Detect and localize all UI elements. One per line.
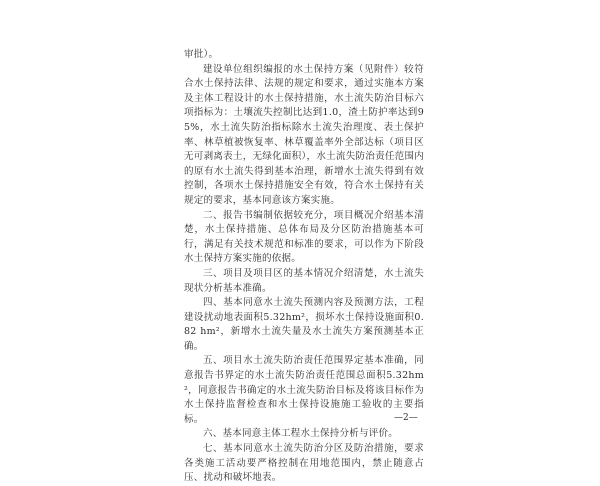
paragraph-item-5: 五、项目水土流失防治责任范围界定基本准确，同意报告书界定的水土流失防治责任范围总面积5.32hm²，同意报告书确定的水土流失防治目标及将该目标作为水土保持监督检查和水土保持设施施工验收的主要指标。 xyxy=(184,355,424,425)
paragraph-item-7: 七、基本同意水土流失防治分区及防治措施，要求各类施工活动要严格控制在用地范围内，禁止随意占压、扰动和破坏地表。 xyxy=(184,443,424,484)
paragraph-item-3: 三、项目及项目区的基本情况介绍清楚，水土流失现状分析基本准确。 xyxy=(184,267,424,294)
paragraph-item-2: 二、报告书编制依据较充分，项目概况介绍基本清楚，水土保持措施、总体布局及分区防治措施基本可行，满足有关技术规范和标准的要求，可以作为下阶段水土保持方案实施的依据。 xyxy=(184,209,424,265)
page-number: —2— xyxy=(394,413,418,423)
paragraph-approval-note: 审批）。 xyxy=(184,49,219,60)
document-body xyxy=(184,48,424,486)
paragraph-item-4: 四、基本同意水土流失预测内容及预测方法，工程建设扰动地表面积5.32hm²，损坏水土保持设施面积0.82 hm²，新增水土流失量及水土流失方案预测基本正确。 xyxy=(184,297,424,352)
paragraph-plan-summary: 建设单位组织编报的水土保持方案（见附件）较符合水土保持法律、法规的规定和要求，通过实施本方案及主体工程设计的水土保持措施，水土流失防治目标六项指标为：土壤流失控制比达到1.0，渣土防护率达到95%，水土流失防治指标除水土流失治理度、表土保护率、林草植被恢复率、林草覆盖率外全部达标（项目区无可剥离表土，无绿化面积），水土流失防治责任范围内的原有水土流失得到基本治理，新增水土流失得到有效控制，各项水土保持措施安全有效，符合水土保持有关规定的要求，基本同意该方案实施。 xyxy=(184,63,424,206)
paragraph-item-6: 六、基本同意主体工程水土保持分析与评价。 xyxy=(203,428,399,440)
